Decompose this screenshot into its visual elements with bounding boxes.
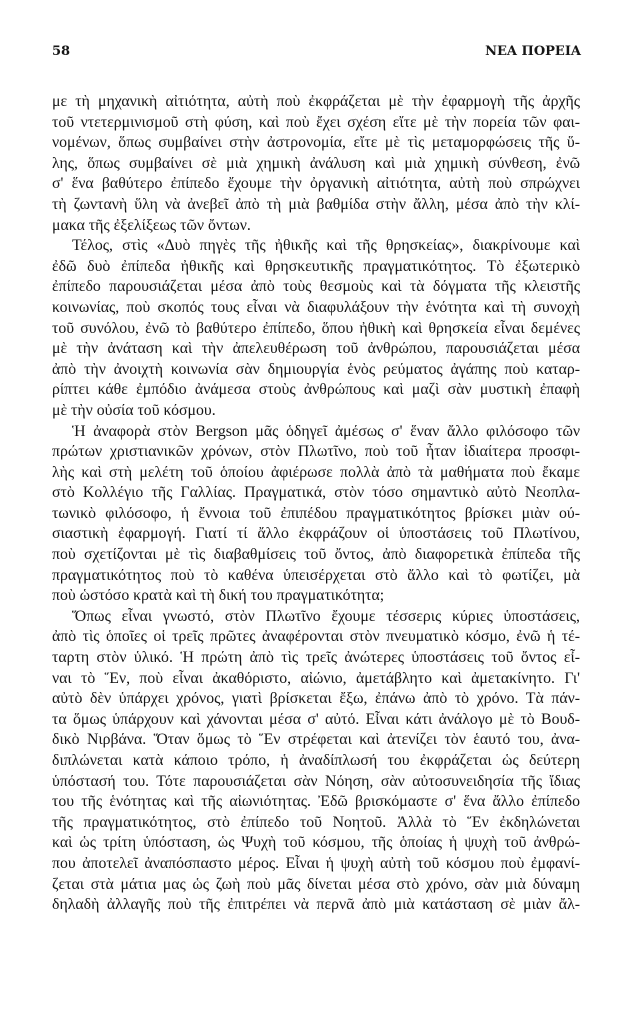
text-line: στὸ Κολλέγιο τῆς Γαλλίας. Πραγματικά, στὸν τόσο σημαντικὸ αὐτὸ Νεοπλα- <box>52 484 580 502</box>
text-line: αὐτὸ δὲν ὑπάρχει χρόνος, γιατὶ βρίσκεται ἔξω, ἐπάνω ἀπὸ τὸ χρόνο. Τὰ πάν- <box>52 690 580 708</box>
text-line: νομένων, ὅπως συμβαίνει στὴν ἀστρονομία, εἴτε μὲ τὶς μεταμορφώσεις τῆς ὕ- <box>52 134 580 152</box>
text-line: του τῆς ἑνότητας καὶ τῆς αἰωνιότητας. Ἐδῶ βρισκόμαστε σ' ἕνα ἄλλο ἐπίπεδο <box>52 793 580 811</box>
text-line: ρίπτει κάθε ἐμπόδιο ἀνάμεσα στοὺς ἀνθρώπους καὶ μαζὶ σὰν μυστικὴ ἐπαφὴ <box>52 381 580 399</box>
text-line: ζεται στὰ μάτια μας ὡς ζωὴ ποὺ μᾶς δίνεται μέσα στὸ χρόνο, σὰν μιὰ δύναμη <box>52 875 580 893</box>
text-line: Τέλος, στὶς «Δυὸ πηγὲς τῆς ἠθικῆς καὶ τῆς θρησκείας», διακρίνουμε καὶ <box>72 237 580 255</box>
text-line: που ἀποτελεῖ ἀναπόσπαστο μέρος. Εἶναι ἡ ψυχὴ αὐτὴ τοῦ κόσμου ποὺ ἐμφανί- <box>52 854 580 872</box>
text-line: σ' ἕνα βαθύτερο ἐπίπεδο ἔχουμε τὴν ὀργανικὴ αἰτιότητα, αὐτὴ ποὺ σπρώχνει <box>52 175 580 193</box>
text-line: ταρτη στὸν ὑλικό. Ἡ πρώτη ἀπὸ τὶς τρεῖς ἀνώτερες ὑποστάσεις τοῦ ὄντος εἶ- <box>52 649 580 667</box>
text-line: μὲ τὴν οὐσία τοῦ κόσμου. <box>52 401 216 419</box>
text-line: τα ὅμως ὑπάρχουν καὶ χάνονται μέσα σ' αὐτό. Εἶναι κάτι ἀνάλογο μὲ τὸ Βουδ- <box>52 710 580 728</box>
running-title: ΝΕΑ ΠΟΡΕΙΑ <box>485 44 581 59</box>
text-line: ποὺ σχετίζονται μὲ τὶς διαβαθμίσεις τοῦ ὄντος, ἀπὸ διαφορετικὰ ἐπίπεδα τῆς <box>52 546 580 564</box>
text-line: ὑπόστασή του. Τότε παρουσιάζεται σὰν Νόηση, σὰν αὐτοσυνειδησία τῆς ἴδιας <box>52 772 580 790</box>
text-line: διπλώνεται κατὰ κάποιο τρόπο, ἡ ἀναδίπλωσή του ἐκφράζεται ὡς δεύτερη <box>52 752 580 769</box>
text-line: σιαστικὴ ἐφαρμογή. Γιατί τί ἄλλο ἐκφράζουν οἱ ὑποστάσεις τοῦ Πλωτίνου, <box>52 525 580 543</box>
text-line: δικὸ Νιρβάνα. Ὅταν ὅμως τὸ Ἕν στρέφεται καὶ ἀτενίζει τὸν ἑαυτό του, ἀνα- <box>52 731 580 749</box>
text-line: καὶ ὡς τρίτη ὑπόσταση, ὡς Ψυχὴ τοῦ κόσμου, τῆς ὁποίας ἡ ψυχὴ τοῦ ἀνθρώ- <box>52 834 580 852</box>
text-line: λης, ὅπως συμβαίνει σὲ μιὰ χημικὴ ἀνάλυση καὶ μιὰ χημικὴ σύνθεση, ἐνῶ <box>52 154 580 172</box>
text-line: πραγματικότητος ποὺ τὸ καθένα ὑπεισέρχεται στὸ ἄλλο καὶ τὸ φωτίζει, μὰ <box>52 566 580 584</box>
text-line: ἐπίπεδο παρουσιάζεται μέσα ἀπὸ τοὺς θεσμοὺς καὶ τὰ δόγματα τῆς κλειστῆς <box>52 278 580 296</box>
text-line: λὴς καὶ στὴ μελέτη τοῦ ὁποίου ἀφιέρωσε πολλὰ ἀπὸ τὰ μαθήματα ποὺ ἔκαμε <box>52 463 580 481</box>
text-line: με τὴ μηχανικὴ αἰτιότητα, αὐτὴ ποὺ ἐκφράζεται μὲ τὴν ἐφαρμογὴ τῆς ἀρχῆς <box>52 93 580 110</box>
page-number: 58 <box>52 44 71 59</box>
text-line: τοῦ ντετερμινισμοῦ στὴ φύση, καὶ ποὺ ἔχει σχέση εἴτε μὲ τὴν πορεία τῶν φαι- <box>52 113 580 131</box>
body-text <box>52 92 580 916</box>
text-line: τῆς πραγματικότητος, στὸ ἐπίπεδο τοῦ Νοητοῦ. Ἀλλὰ τὸ Ἕν ἐκδηλώνεται <box>52 813 580 831</box>
text-line: ἀπὸ τὶς ὁποῖες οἱ τρεῖς πρῶτες ἀναφέρονται στὸν πνευματικὸ κόσμο, ἐνῶ ἡ τέ- <box>52 628 580 646</box>
text-line: τωνικὸ φιλόσοφο, ἡ ἔννοια τοῦ ἐπιπέδου πραγματικότητος βρίσκει μιὰν ού- <box>52 504 580 522</box>
text-line: τοῦ συνόλου, ἐνῶ τὸ βαθύτερο ἐπίπεδο, ὅπου ἠθικὴ καὶ θρησκεία εἶναι δεμένες <box>52 319 580 337</box>
text-line: μακα τῆς ἐξελίξεως τῶν ὄντων. <box>52 216 251 234</box>
text-line: ἐδῶ δυὸ ἐπίπεδα ἠθικῆς καὶ θρησκευτικῆς πραγματικότητος. Τὸ ἐξωτερικὸ <box>52 257 580 275</box>
text-line: ποὺ ὡστόσο κρατὰ καὶ τὴ δική του πραγματικότητα; <box>52 587 385 605</box>
text-line: Ὅπως εἶναι γνωστό, στὸν Πλωτῖνο ἔχουμε τέσσερις κύριες ὑποστάσεις, <box>72 607 580 625</box>
text-line: πρώτων χριστιανικῶν χρόνων, στὸν Πλωτῖνο, ποὺ τοῦ ἦταν ἰδιαίτερα προσφι- <box>52 443 580 461</box>
text-line: τὴ ζωντανὴ ὕλη νὰ ἀνεβεῖ ἀπὸ τὴ μιὰ βαθμίδα στὴν ἄλλη, μέσα ἀπὸ τὴν κλί- <box>52 195 580 213</box>
text-line: μὲ τὴν ἀνάταση καὶ τὴν ἀπελευθέρωση τοῦ ἀνθρώπου, παρουσιάζεται μέσα <box>52 340 580 358</box>
page-header <box>52 44 581 59</box>
text-line: ἀπὸ τὴν ἀνοιχτὴ κοινωνία σὰν δημιουργία ἑνὸς ρεύματος ἀγάπης ποὺ καταρ- <box>52 360 580 378</box>
text-line: δηλαδὴ ἀλλαγῆς ποὺ τῆς ἐπιτρέπει νὰ περνᾶ ἀπὸ μιὰ κατάσταση σὲ μιὰν ἄλ- <box>52 896 580 914</box>
text-line: κοινωνίας, ποὺ σκοπός τους εἶναι νὰ διαφυλάξουν τὴν ἑνότητα καὶ τὴ συνοχὴ <box>52 298 580 316</box>
text-line: Ἡ ἀναφορὰ στὸν Bergson μᾶς ὁδηγεῖ ἀμέσως σ' ἕναν ἄλλο φιλόσοφο τῶν <box>72 422 580 440</box>
text-line: ναι τὸ Ἕν, ποὺ εἶναι ἀκαθόριστο, αἰώνιο, ἀμετάβλητο καὶ ἀμετακίνητο. Γι' <box>52 669 580 687</box>
